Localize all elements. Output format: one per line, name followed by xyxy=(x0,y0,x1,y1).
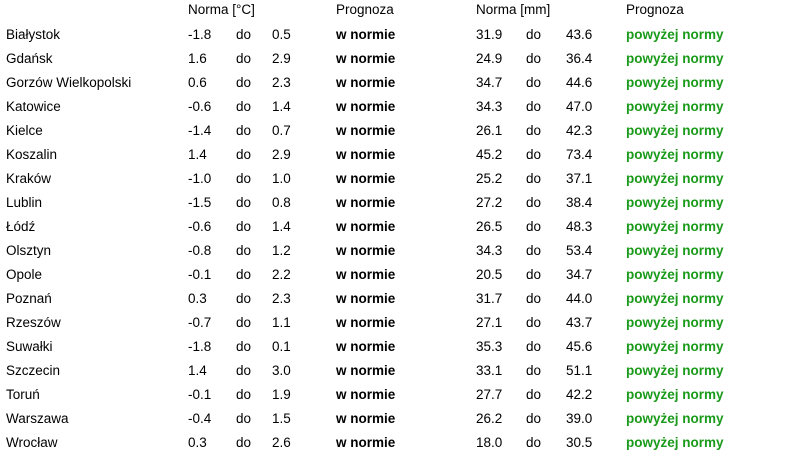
precip-norm-max: 39.0 xyxy=(566,411,593,426)
temp-norm-separator: do xyxy=(236,27,252,42)
precip-forecast: powyżej normy xyxy=(626,435,724,450)
header-precip-forecast: Prognoza xyxy=(626,2,684,17)
city-name: Szczecin xyxy=(6,363,61,378)
precip-forecast: powyżej normy xyxy=(626,267,724,282)
precip-norm-separator: do xyxy=(526,171,542,186)
precip-forecast: powyżej normy xyxy=(626,171,724,186)
precip-norm-min: 35.3 xyxy=(476,339,503,354)
temp-norm-separator: do xyxy=(236,219,252,234)
precip-norm-separator: do xyxy=(526,387,542,402)
temp-norm-min: -1.8 xyxy=(188,27,212,42)
table-row xyxy=(0,384,800,408)
precip-norm-max: 44.6 xyxy=(566,75,593,90)
precip-norm-separator: do xyxy=(526,27,542,42)
precip-norm-max: 43.7 xyxy=(566,315,593,330)
precip-norm-max: 43.6 xyxy=(566,27,593,42)
temp-norm-min: 1.4 xyxy=(188,363,207,378)
temp-norm-min: -0.6 xyxy=(188,99,212,114)
city-name: Gdańsk xyxy=(6,51,53,66)
precip-norm-min: 31.9 xyxy=(476,27,503,42)
temp-norm-separator: do xyxy=(236,267,252,282)
temp-norm-max: 0.7 xyxy=(272,123,291,138)
precip-norm-separator: do xyxy=(526,291,542,306)
table-row xyxy=(0,408,800,432)
precip-norm-separator: do xyxy=(526,75,542,90)
temp-norm-separator: do xyxy=(236,291,252,306)
city-name: Kraków xyxy=(6,171,52,186)
table-row xyxy=(0,48,800,72)
temp-forecast: w normie xyxy=(336,99,396,114)
temp-norm-max: 2.3 xyxy=(272,75,291,90)
temp-norm-separator: do xyxy=(236,123,252,138)
precip-norm-min: 27.1 xyxy=(476,315,503,330)
precip-norm-separator: do xyxy=(526,411,542,426)
temp-forecast: w normie xyxy=(336,147,396,162)
precip-norm-min: 27.7 xyxy=(476,387,503,402)
table-row xyxy=(0,240,800,264)
table-row xyxy=(0,312,800,336)
precip-norm-max: 47.0 xyxy=(566,99,593,114)
precip-norm-min: 45.2 xyxy=(476,147,503,162)
precip-forecast: powyżej normy xyxy=(626,75,724,90)
header-precip-norm: Norma [mm] xyxy=(476,2,551,17)
temp-norm-min: 0.6 xyxy=(188,75,207,90)
temp-norm-min: 0.3 xyxy=(188,291,207,306)
precip-norm-min: 18.0 xyxy=(476,435,503,450)
city-name: Koszalin xyxy=(6,147,58,162)
precip-norm-separator: do xyxy=(526,195,542,210)
precip-norm-min: 26.2 xyxy=(476,411,503,426)
temp-forecast: w normie xyxy=(336,219,396,234)
precip-norm-max: 37.1 xyxy=(566,171,593,186)
table-row xyxy=(0,432,800,456)
temp-forecast: w normie xyxy=(336,435,396,450)
temp-norm-max: 1.0 xyxy=(272,171,291,186)
precip-norm-max: 36.4 xyxy=(566,51,593,66)
temp-forecast: w normie xyxy=(336,315,396,330)
precip-norm-separator: do xyxy=(526,315,542,330)
temp-norm-separator: do xyxy=(236,435,252,450)
temp-forecast: w normie xyxy=(336,267,396,282)
precip-norm-max: 51.1 xyxy=(566,363,593,378)
precip-norm-max: 42.3 xyxy=(566,123,593,138)
city-name: Wrocław xyxy=(6,435,58,450)
temp-norm-min: -0.7 xyxy=(188,315,212,330)
city-name: Gorzów Wielkopolski xyxy=(6,75,132,90)
temp-norm-separator: do xyxy=(236,315,252,330)
temp-norm-min: -1.5 xyxy=(188,195,212,210)
precip-forecast: powyżej normy xyxy=(626,339,724,354)
temp-norm-max: 2.9 xyxy=(272,147,291,162)
temp-norm-separator: do xyxy=(236,339,252,354)
precip-forecast: powyżej normy xyxy=(626,243,724,258)
table-row xyxy=(0,336,800,360)
temp-norm-separator: do xyxy=(236,75,252,90)
precip-forecast: powyżej normy xyxy=(626,99,724,114)
temp-forecast: w normie xyxy=(336,123,396,138)
temp-norm-max: 0.5 xyxy=(272,27,291,42)
header-temp-norm: Norma [°C] xyxy=(188,2,255,17)
precip-norm-min: 26.5 xyxy=(476,219,503,234)
city-name: Katowice xyxy=(6,99,61,114)
precip-norm-min: 31.7 xyxy=(476,291,503,306)
temp-norm-min: -1.8 xyxy=(188,339,212,354)
precip-forecast: powyżej normy xyxy=(626,315,724,330)
temp-norm-max: 2.9 xyxy=(272,51,291,66)
city-name: Lublin xyxy=(6,195,43,210)
city-name: Białystok xyxy=(6,27,61,42)
precip-forecast: powyżej normy xyxy=(626,219,724,234)
temp-forecast: w normie xyxy=(336,171,396,186)
temp-norm-separator: do xyxy=(236,387,252,402)
city-name: Toruń xyxy=(6,387,40,402)
precip-norm-separator: do xyxy=(526,339,542,354)
temp-norm-separator: do xyxy=(236,195,252,210)
precip-forecast: powyżej normy xyxy=(626,387,724,402)
temp-norm-separator: do xyxy=(236,411,252,426)
temp-norm-max: 3.0 xyxy=(272,363,291,378)
temp-norm-max: 2.3 xyxy=(272,291,291,306)
temp-forecast: w normie xyxy=(336,363,396,378)
temp-norm-max: 2.2 xyxy=(272,267,291,282)
precip-forecast: powyżej normy xyxy=(626,147,724,162)
temp-norm-max: 1.1 xyxy=(272,315,291,330)
temp-norm-separator: do xyxy=(236,147,252,162)
precip-norm-separator: do xyxy=(526,219,542,234)
precip-norm-separator: do xyxy=(526,243,542,258)
precip-norm-max: 53.4 xyxy=(566,243,593,258)
temp-forecast: w normie xyxy=(336,339,396,354)
table-row xyxy=(0,192,800,216)
table-row xyxy=(0,288,800,312)
temp-norm-max: 1.5 xyxy=(272,411,291,426)
precip-norm-max: 45.6 xyxy=(566,339,593,354)
temp-norm-max: 2.6 xyxy=(272,435,291,450)
temp-norm-max: 0.8 xyxy=(272,195,291,210)
city-name: Rzeszów xyxy=(6,315,61,330)
table-row xyxy=(0,144,800,168)
table-row xyxy=(0,120,800,144)
temp-norm-min: -0.4 xyxy=(188,411,212,426)
city-name: Łódź xyxy=(6,219,36,234)
header-temp-forecast: Prognoza xyxy=(336,2,394,17)
precip-norm-min: 24.9 xyxy=(476,51,503,66)
city-name: Suwałki xyxy=(6,339,53,354)
temp-norm-max: 1.4 xyxy=(272,219,291,234)
table-row xyxy=(0,216,800,240)
precip-norm-max: 42.2 xyxy=(566,387,593,402)
temp-forecast: w normie xyxy=(336,243,396,258)
temp-norm-separator: do xyxy=(236,363,252,378)
precip-norm-separator: do xyxy=(526,147,542,162)
temp-norm-max: 1.4 xyxy=(272,99,291,114)
temp-forecast: w normie xyxy=(336,387,396,402)
precip-forecast: powyżej normy xyxy=(626,27,724,42)
temp-forecast: w normie xyxy=(336,291,396,306)
table-row xyxy=(0,360,800,384)
temp-forecast: w normie xyxy=(336,411,396,426)
precip-forecast: powyżej normy xyxy=(626,195,724,210)
precip-forecast: powyżej normy xyxy=(626,123,724,138)
precip-norm-max: 38.4 xyxy=(566,195,593,210)
precip-norm-max: 34.7 xyxy=(566,267,593,282)
precip-norm-separator: do xyxy=(526,435,542,450)
temp-forecast: w normie xyxy=(336,195,396,210)
precip-norm-min: 33.1 xyxy=(476,363,503,378)
temp-norm-separator: do xyxy=(236,99,252,114)
precip-forecast: powyżej normy xyxy=(626,411,724,426)
temp-norm-min: 1.6 xyxy=(188,51,207,66)
precip-norm-separator: do xyxy=(526,123,542,138)
table-row xyxy=(0,264,800,288)
temp-forecast: w normie xyxy=(336,27,396,42)
temp-forecast: w normie xyxy=(336,51,396,66)
temp-norm-min: -0.1 xyxy=(188,267,212,282)
precip-norm-min: 34.7 xyxy=(476,75,503,90)
precip-norm-separator: do xyxy=(526,51,542,66)
precip-forecast: powyżej normy xyxy=(626,363,724,378)
table-row xyxy=(0,24,800,48)
table-header xyxy=(0,0,800,20)
precip-norm-max: 48.3 xyxy=(566,219,593,234)
precip-forecast: powyżej normy xyxy=(626,51,724,66)
city-name: Olsztyn xyxy=(6,243,52,258)
precip-norm-separator: do xyxy=(526,267,542,282)
city-name: Warszawa xyxy=(6,411,69,426)
table-row xyxy=(0,168,800,192)
temp-norm-min: -0.6 xyxy=(188,219,212,234)
temp-norm-max: 1.2 xyxy=(272,243,291,258)
temp-norm-max: 0.1 xyxy=(272,339,291,354)
city-name: Opole xyxy=(6,267,43,282)
temp-norm-min: 0.3 xyxy=(188,435,207,450)
precip-norm-separator: do xyxy=(526,99,542,114)
temp-norm-min: 1.4 xyxy=(188,147,207,162)
precip-norm-min: 25.2 xyxy=(476,171,503,186)
precip-norm-min: 34.3 xyxy=(476,99,503,114)
precip-norm-max: 73.4 xyxy=(566,147,593,162)
temp-norm-max: 1.9 xyxy=(272,387,291,402)
precip-norm-min: 27.2 xyxy=(476,195,503,210)
temp-norm-separator: do xyxy=(236,243,252,258)
precip-norm-min: 26.1 xyxy=(476,123,503,138)
temp-forecast: w normie xyxy=(336,75,396,90)
precip-norm-min: 20.5 xyxy=(476,267,503,282)
temp-norm-separator: do xyxy=(236,171,252,186)
temp-norm-min: -1.0 xyxy=(188,171,212,186)
temp-norm-min: -0.1 xyxy=(188,387,212,402)
precip-norm-separator: do xyxy=(526,363,542,378)
table-row xyxy=(0,72,800,96)
city-name: Kielce xyxy=(6,123,43,138)
temp-norm-min: -0.8 xyxy=(188,243,212,258)
precip-norm-min: 34.3 xyxy=(476,243,503,258)
precip-forecast: powyżej normy xyxy=(626,291,724,306)
table-row xyxy=(0,96,800,120)
temp-norm-separator: do xyxy=(236,51,252,66)
precip-norm-max: 44.0 xyxy=(566,291,593,306)
city-name: Poznań xyxy=(6,291,52,306)
precip-norm-max: 30.5 xyxy=(566,435,593,450)
temp-norm-min: -1.4 xyxy=(188,123,212,138)
